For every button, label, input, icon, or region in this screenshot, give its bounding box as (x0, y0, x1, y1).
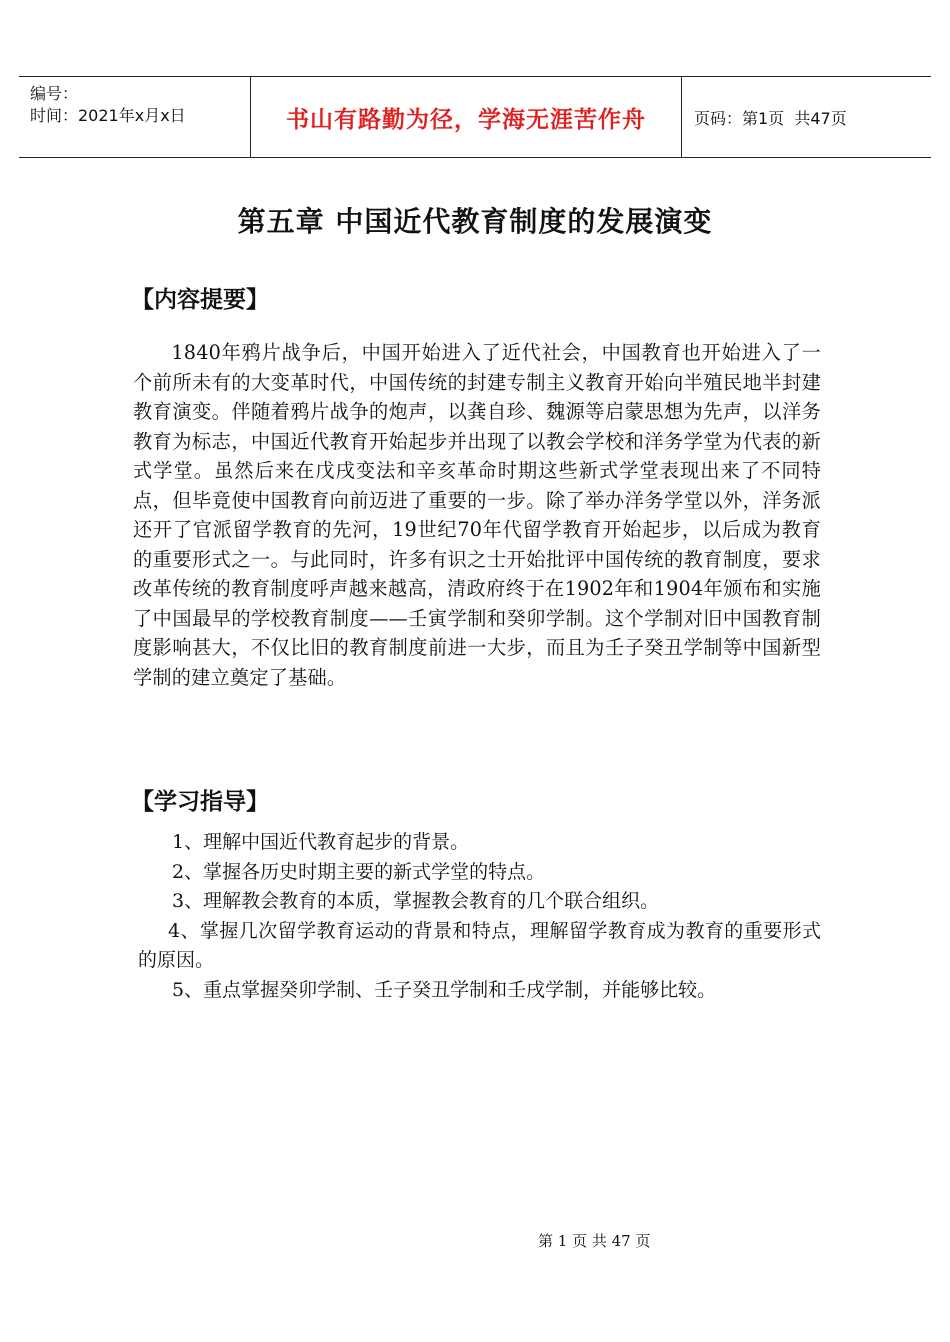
list-item: 2、掌握各历史时期主要的新式学堂的特点。 (172, 860, 546, 883)
summary-paragraph: 1840年鸦片战争后，中国开始进入了近代社会，中国教育也开始进入了一个前所未有的大变革时代，中国传统的封建专制主义教育开始向半殖民地半封建教育演变。伴随着鸦片战争的炮声，以龚自珍、魏源等启蒙思想为先声，以洋务教育为标志，中国近代教育开始起步并出现了以教会学校和洋务学堂为代表的新式学堂。虽然后来在戊戌变法和辛亥革命时期这些新式学堂表现出来了不同特点，但毕竟使中国教育向前迈进了重要的一步。除了举办洋务学堂以外，洋务派还开了官派留学教育的先河，19世纪70年代留学教育开始起步，以后成为教育的重要形式之一。与此同时，许多有识之士开始批评中国传统的教育制度，要求改革传统的教育制度呼声越来越高，清政府终于在1902年和1904年颁布和实施了中国最早的学校教育制度——壬寅学制和癸卯学制。这个学制对旧中国教育制度影响甚大，不仅比旧的教育制度前进一大步，而且为壬子癸丑学制等中国新型学制的建立奠定了基础。 (133, 341, 821, 689)
summary-heading: 【内容提要】 (131, 287, 269, 313)
page-header (19, 76, 931, 158)
list-item: 5、重点掌握癸卯学制、壬子癸丑学制和壬戌学制，并能够比较。 (172, 978, 717, 1001)
header-page-cell (682, 77, 931, 157)
list-item: 3、理解教会教育的本质，掌握教会教育的几个联合组织。 (172, 890, 660, 912)
header-meta-cell (19, 77, 251, 157)
guide-list (138, 828, 821, 1005)
page-footer: 第 1 页 共 47 页 (538, 1232, 651, 1250)
list-item: 1、理解中国近代教育起步的背景。 (172, 831, 470, 853)
header-motto: 书山有路勤为径，学海无涯苦作舟 (251, 77, 682, 157)
guide-heading: 【学习指导】 (131, 789, 269, 815)
document-time-label: 时间：2021年x月x日 (30, 106, 186, 125)
header-page-label: 页码：第1页 共47页 (694, 108, 847, 128)
document-number-label: 编号： (30, 84, 79, 103)
list-item: 4、掌握几次留学教育运动的背景和特点，理解留学教育成为教育的重要形式的原因。 (138, 919, 821, 971)
chapter-title: 第五章 中国近代教育制度的发展演变 (237, 205, 713, 238)
